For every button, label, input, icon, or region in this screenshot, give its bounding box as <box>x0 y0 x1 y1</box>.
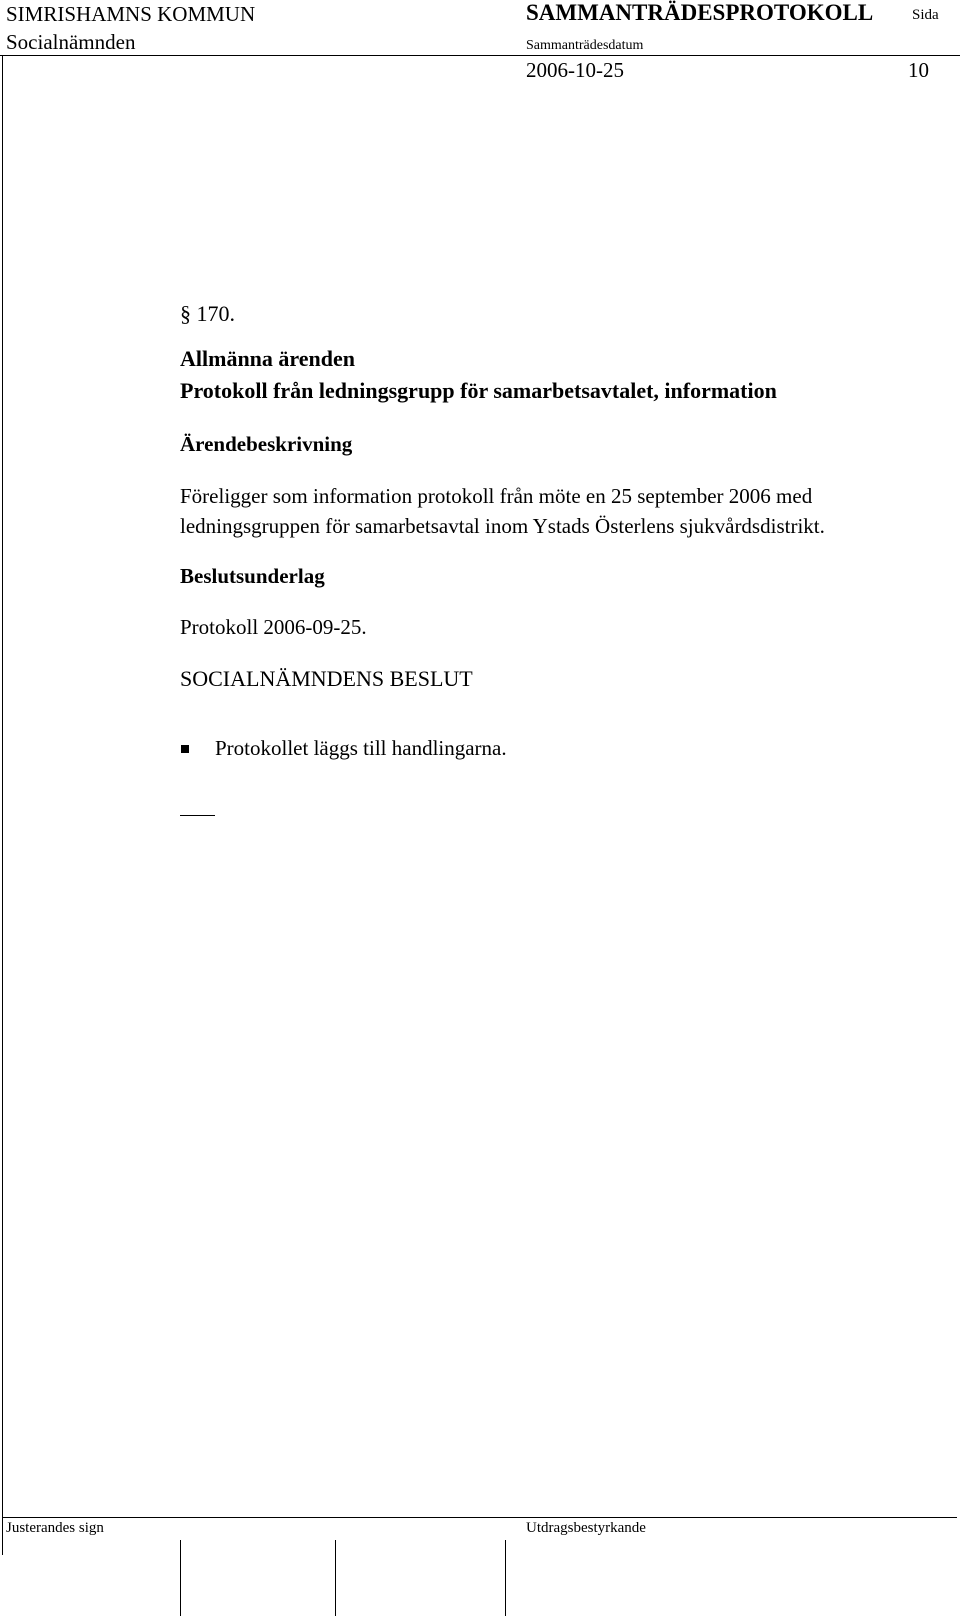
decision-item: Protokollet läggs till handlingarna. <box>215 736 507 760</box>
footer-divider <box>2 1517 957 1518</box>
item-category: Allmänna ärenden <box>180 346 356 371</box>
decision-heading: SOCIALNÄMNDENS BESLUT <box>180 666 473 691</box>
basis-heading: Beslutsunderlag <box>180 564 325 588</box>
paragraph-number: § 170. <box>180 301 235 326</box>
page-number: 10 <box>908 58 929 82</box>
document-title: SAMMANTRÄDESPROTOKOLL <box>526 0 874 25</box>
description-line-2: ledningsgruppen för samarbetsavtal inom Ystads Österlens sjukvårdsdistrikt. <box>180 514 825 538</box>
signature-box-divider <box>180 1540 181 1616</box>
department-name: Socialnämnden <box>6 30 136 54</box>
extract-certification-label: Utdragsbestyrkande <box>526 1520 646 1536</box>
meeting-date-label: Sammanträdesdatum <box>526 38 644 53</box>
left-margin-rule <box>2 55 3 1555</box>
signature-box-divider <box>335 1540 336 1616</box>
description-line-1: Föreligger som information protokoll från möte en 25 september 2006 med <box>180 484 813 508</box>
bullet-icon <box>181 745 189 753</box>
header-divider <box>0 55 960 56</box>
end-marker-line <box>180 815 215 816</box>
meeting-date: 2006-10-25 <box>526 58 624 82</box>
basis-text: Protokoll 2006-09-25. <box>180 615 367 639</box>
page-label: Sida <box>912 7 939 23</box>
approver-signature-label: Justerandes sign <box>6 1520 104 1536</box>
item-title: Protokoll från ledningsgrupp för samarbetsavtalet, information <box>180 378 777 403</box>
signature-box-divider <box>505 1540 506 1616</box>
description-heading: Ärendebeskrivning <box>180 432 353 456</box>
organization-name: SIMRISHAMNS KOMMUN <box>6 2 256 26</box>
